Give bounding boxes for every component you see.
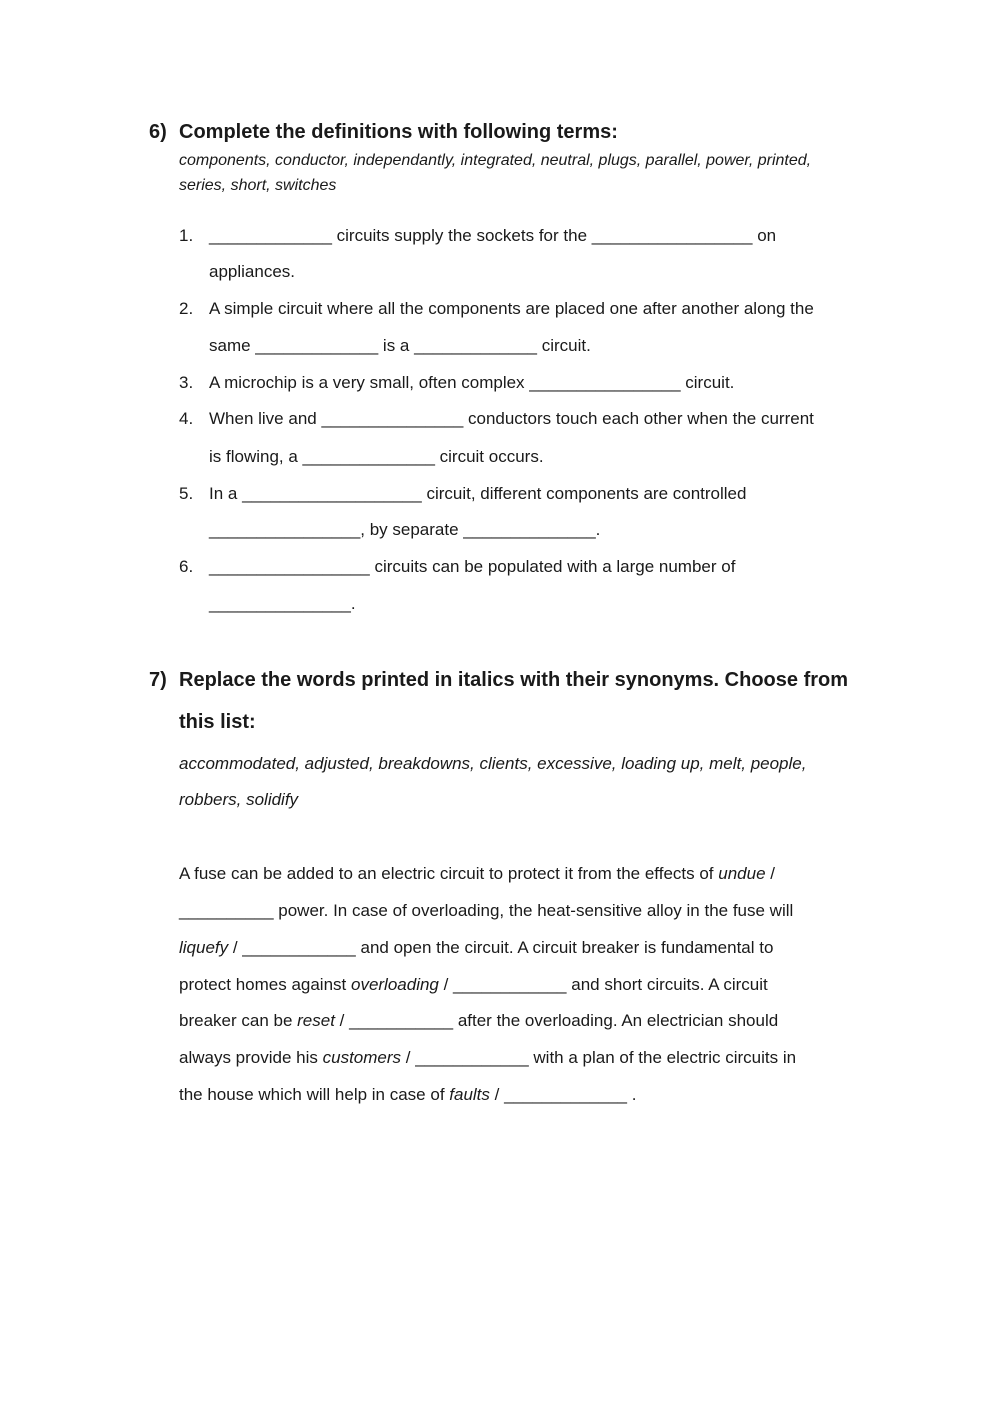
item-number: 6. [179, 557, 194, 576]
text-run: / ___________ after the overloading. An electrician should [334, 1011, 779, 1030]
item-text: is flowing, a ______________ circuit occurs. [209, 447, 544, 466]
item-number: 3. [179, 373, 194, 392]
italic-word: customers [322, 1048, 402, 1067]
item-text: appliances. [209, 262, 296, 281]
item-text: ________________, by separate ______________. [209, 520, 601, 539]
italic-word: liquefy [179, 938, 229, 957]
italic-word: undue [718, 864, 766, 883]
item-number: 1. [179, 226, 194, 245]
section-6-number: 6) [149, 121, 167, 143]
paragraph-line [179, 938, 773, 958]
paragraph-line [179, 975, 768, 995]
text-run: the house which will help in case of [179, 1085, 450, 1104]
paragraph-line [179, 1048, 796, 1068]
terms-line: components, conductor, independantly, integrated, neutral, plugs, parallel, power, printed, [179, 152, 812, 169]
text-run: always provide his [179, 1048, 323, 1067]
paragraph-line [179, 901, 793, 921]
item-number: 4. [179, 409, 194, 428]
section-7-title: Replace the words printed in italics with their synonyms. Choose from [179, 669, 849, 691]
item-number: 2. [179, 299, 194, 318]
item-text: In a ___________________ circuit, different components are controlled [209, 484, 747, 503]
item-text: _____________ circuits supply the sockets for the _________________ on [209, 226, 777, 245]
text-run: / _____________ . [489, 1085, 637, 1104]
italic-word: reset [297, 1011, 335, 1030]
item-text: _________________ circuits can be populated with a large number of [209, 557, 736, 576]
terms-line: robbers, solidify [179, 790, 299, 809]
text-run: / ____________ and open the circuit. A circuit breaker is fundamental to [228, 938, 774, 957]
italic-word: faults [449, 1085, 490, 1104]
paragraph-line [179, 864, 775, 884]
item-number: 5. [179, 484, 194, 503]
paragraph-line [179, 1085, 636, 1105]
text-run: A fuse can be added to an electric circuit to protect it from the effects of [179, 864, 719, 883]
section-7-number: 7) [149, 669, 167, 691]
item-text: A simple circuit where all the components are placed one after another along the [209, 299, 814, 318]
text-run: breaker can be [179, 1011, 298, 1030]
terms-line: accommodated, adjusted, breakdowns, clients, excessive, loading up, melt, people, [179, 754, 807, 773]
italic-word: overloading [350, 975, 439, 994]
section-6-title: Complete the definitions with following terms: [179, 121, 618, 143]
paragraph-line [179, 1011, 778, 1031]
section-6-term-list [179, 148, 811, 198]
item-text: same _____________ is a _____________ circuit. [209, 336, 591, 355]
text-run: / ____________ with a plan of the electric circuits in [401, 1048, 797, 1067]
text-run: __________ power. In case of overloading, the heat-sensitive alloy in the fuse will [179, 901, 794, 920]
text-run: / ____________ and short circuits. A circuit [438, 975, 768, 994]
section-7-title: this list: [179, 711, 256, 733]
text-run: protect homes against [179, 975, 351, 994]
terms-line: series, short, switches [179, 177, 337, 194]
item-text: _______________. [209, 594, 356, 613]
item-text: A microchip is a very small, often complex ________________ circuit. [209, 373, 735, 392]
section-7-term-list [179, 746, 806, 818]
text-run: / [765, 864, 775, 883]
item-text: When live and _______________ conductors touch each other when the current [209, 409, 814, 428]
